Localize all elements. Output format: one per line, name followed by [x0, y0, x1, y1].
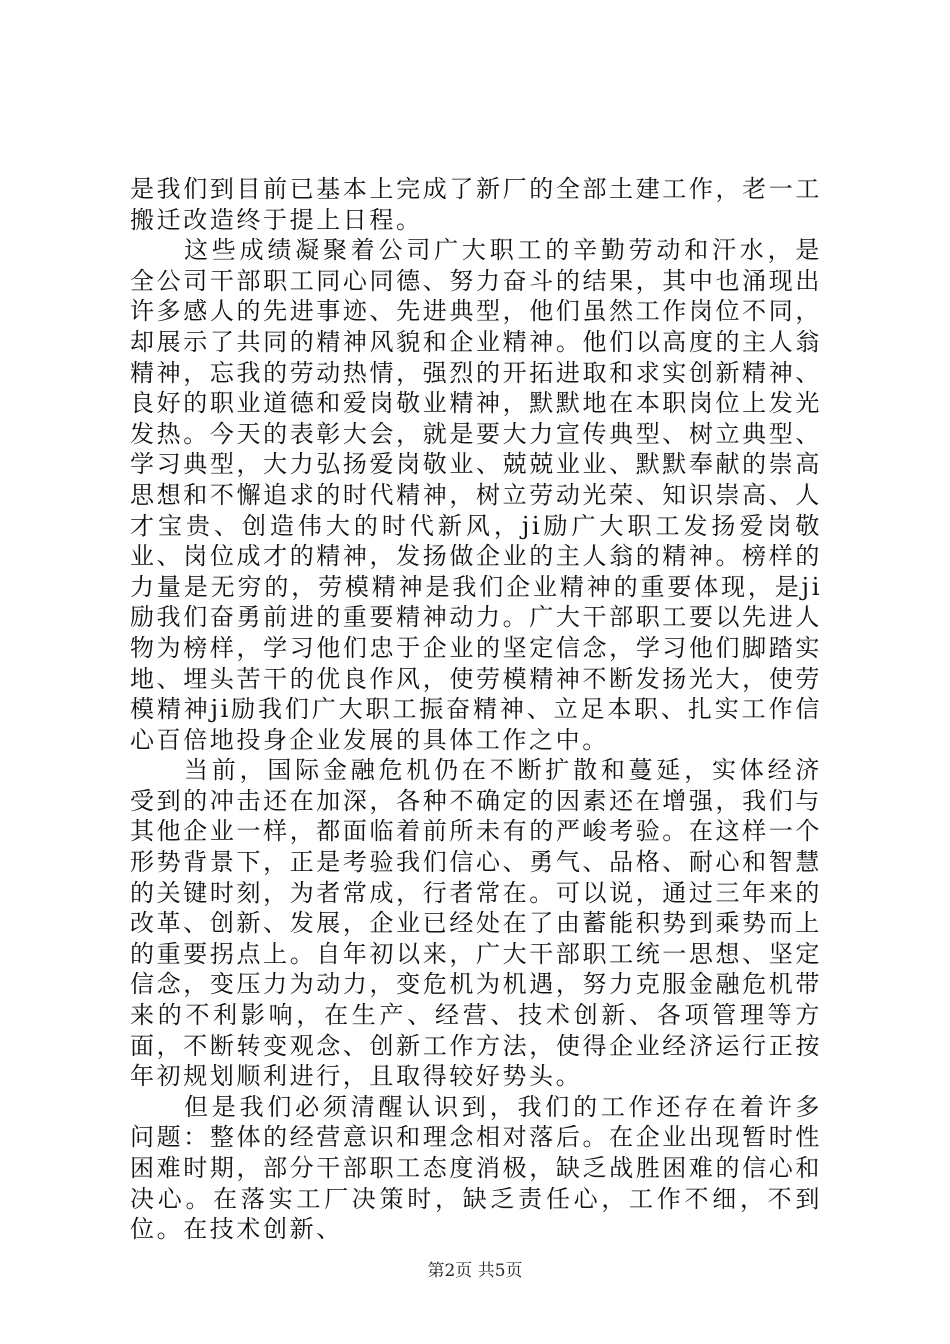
page-number-footer: 第2页 共5页	[427, 1261, 523, 1281]
paragraph-achievements: 这些成绩凝聚着公司广大职工的辛勤劳动和汗水，是全公司干部职工同心同德、努力奋斗的结果，其中也涌现出许多感人的先进事迹、先进典型，他们虽然工作岗位不同，却展示了共同的精神风貌和企业精神。他们以高度的主人翁精神，忘我的劳动热情，强烈的开拓进取和求实创新精神、良好的职业道德和爱岗敬业精神，默默地在本职岗位上发光发热。今天的表彰大会，就是要大力宣传典型、树立典型、学习典型，大力弘扬爱岗敬业、兢兢业业、默默奉献的崇高思想和不懈追求的时代精神，树立劳动光荣、知识崇高、人才宝贵、创造伟大的时代新风，ji励广大职工发扬爱岗敬业、岗位成才的精神，发扬做企业的主人翁的精神。榜样的力量是无穷的，劳模精神是我们企业精神的重要体现，是ji励我们奋勇前进的重要精神动力。广大干部职工要以先进人物为榜样，学习他们忠于企业的坚定信念，学习他们脚踏实地、埋头苦干的优良作风，使劳模精神不断发扬光大，使劳模精神ji励我们广大职工振奋精神、立足本职、扎实工作信心百倍地投身企业发展的具体工作之中。	[130, 236, 822, 754]
paragraph-problems: 但是我们必须清醒认识到，我们的工作还存在着许多问题：整体的经营意识和理念相对落后。在企业出现暂时性困难时期，部分干部职工态度消极，缺乏战胜困难的信心和决心。在落实工厂决策时，缺乏责任心，工作不细，不到位。在技术创新、	[130, 1092, 822, 1244]
paragraph-current-situation: 当前，国际金融危机仍在不断扩散和蔓延，实体经济受到的冲击还在加深，各种不确定的因素还在增强，我们与其他企业一样，都面临着前所未有的严峻考验。在这样一个形势背景下，正是考验我们信心、勇气、品格、耐心和智慧的关键时刻，为者常成，行者常在。可以说，通过三年来的改革、创新、发展，企业已经处在了由蓄能积势到乘势而上的重要拐点上。自年初以来，广大干部职工统一思想、坚定信念，变压力为动力，变危机为机遇，努力克服金融危机带来的不利影响，在生产、经营、技术创新、各项管理等方面，不断转变观念、创新工作方法，使得企业经济运行正按年初规划顺利进行，且取得较好势头。	[130, 756, 822, 1091]
document-body	[130, 174, 822, 1245]
paragraph-continued: 是我们到目前已基本上完成了新厂的全部土建工作，老一工搬迁改造终于提上日程。	[130, 175, 822, 234]
